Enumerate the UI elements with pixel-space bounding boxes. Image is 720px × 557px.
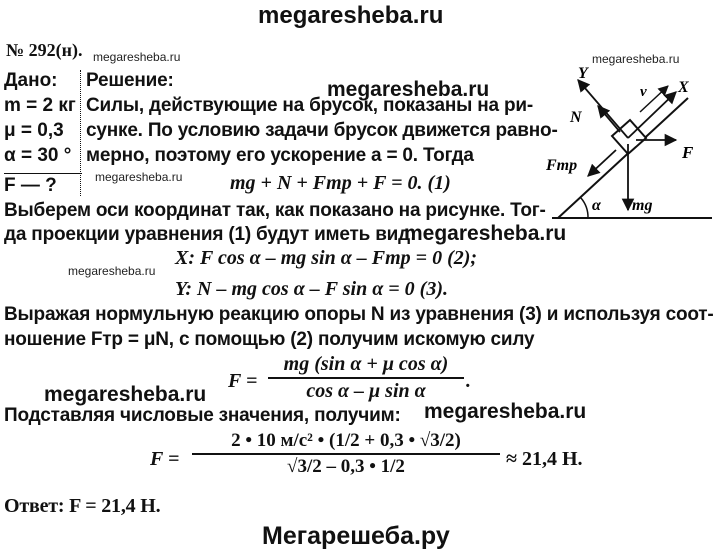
friction-force-arrow <box>588 150 616 176</box>
numeric-denominator: √3/2 – 0,3 • 1/2 <box>287 456 405 477</box>
solution-title: Решение: <box>86 70 174 91</box>
x-axis-label: X <box>678 79 689 96</box>
watermark-small-2: megaresheba.ru <box>592 52 680 66</box>
given-title: Дано: <box>4 70 58 91</box>
formula-lhs: F = <box>228 370 258 392</box>
equation-3: Y: N – mg cos α – F sin α = 0 (3). <box>175 278 448 300</box>
normal-force-label: N <box>570 109 582 126</box>
problem-number: № 292(н). <box>6 40 83 60</box>
force-diagram <box>540 60 718 228</box>
given-divider <box>4 173 82 174</box>
gravity-label: mg <box>632 197 653 214</box>
watermark-small-1: megaresheba.ru <box>93 50 181 64</box>
formula-bar <box>268 377 464 379</box>
text-axes-line-1: Выберем оси координат так, как показано на рисунке. Тог- <box>4 200 546 221</box>
watermark-big-2: megaresheba.ru <box>404 222 567 245</box>
normal-force-arrow <box>598 106 620 132</box>
find-value: F — ? <box>4 175 57 196</box>
numeric-result: ≈ 21,4 Н. <box>506 448 583 470</box>
applied-force-label: F <box>682 143 694 162</box>
solution-line-2: сунке. По условию задачи брусок движется равно- <box>86 120 558 141</box>
given-alpha: α = 30 ° <box>4 145 72 166</box>
numeric-lhs: F = <box>150 448 180 470</box>
site-watermark-top: megaresheba.ru <box>258 2 444 29</box>
text-axes-line-2: да проекции уравнения (1) будут иметь вид: <box>4 224 417 245</box>
text-norm-line-1: Выражая нормульную реакцию опоры N из уравнения (3) и используя соот- <box>4 304 714 325</box>
formula-denominator: cos α – μ sin α <box>306 380 426 402</box>
equation-2: X: F cos α – mg sin α – Fтр = 0 (2); <box>175 247 478 269</box>
text-norm-line-2: ношение Fтр = μN, с помощью (2) получим искомую силу <box>4 329 535 350</box>
site-watermark-footer: Мегарешеба.ру <box>262 522 450 550</box>
text-substitute: Подставляя числовые значения, получим: <box>4 405 401 426</box>
equation-1: mg + N + Fтр + F = 0. (1) <box>230 172 451 194</box>
numeric-fraction <box>192 430 500 478</box>
formula-dot: . <box>466 370 471 392</box>
formula-fraction <box>268 353 464 403</box>
watermark-small-3: megaresheba.ru <box>95 170 183 184</box>
watermark-small-4: megaresheba.ru <box>68 264 156 278</box>
watermark-big-1: megaresheba.ru <box>327 78 490 101</box>
solution-line-1: Силы, действующие на брусок, показаны на ри- <box>86 95 534 116</box>
alpha-label: α <box>592 197 601 214</box>
numeric-numerator: 2 • 10 м/с² • (1/2 + 0,3 • √3/2) <box>231 430 461 451</box>
numeric-bar <box>192 453 500 455</box>
velocity-label: v <box>640 84 647 100</box>
watermark-big-4: megaresheba.ru <box>424 400 587 423</box>
given-vertical-rule <box>80 70 81 196</box>
given-mass: m = 2 кг <box>4 95 76 116</box>
y-axis-arrow <box>578 80 628 138</box>
angle-arc <box>581 198 588 218</box>
y-axis-label: Y <box>578 65 588 82</box>
given-mu: μ = 0,3 <box>4 120 64 141</box>
formula-numerator: mg (sin α + μ cos α) <box>283 353 449 375</box>
friction-force-label: Fтр <box>546 157 578 174</box>
watermark-big-3: megaresheba.ru <box>44 383 207 406</box>
solution-line-3: мерно, поэтому его ускорение a = 0. Тогда <box>86 145 474 166</box>
answer: Ответ: F = 21,4 Н. <box>4 495 161 517</box>
